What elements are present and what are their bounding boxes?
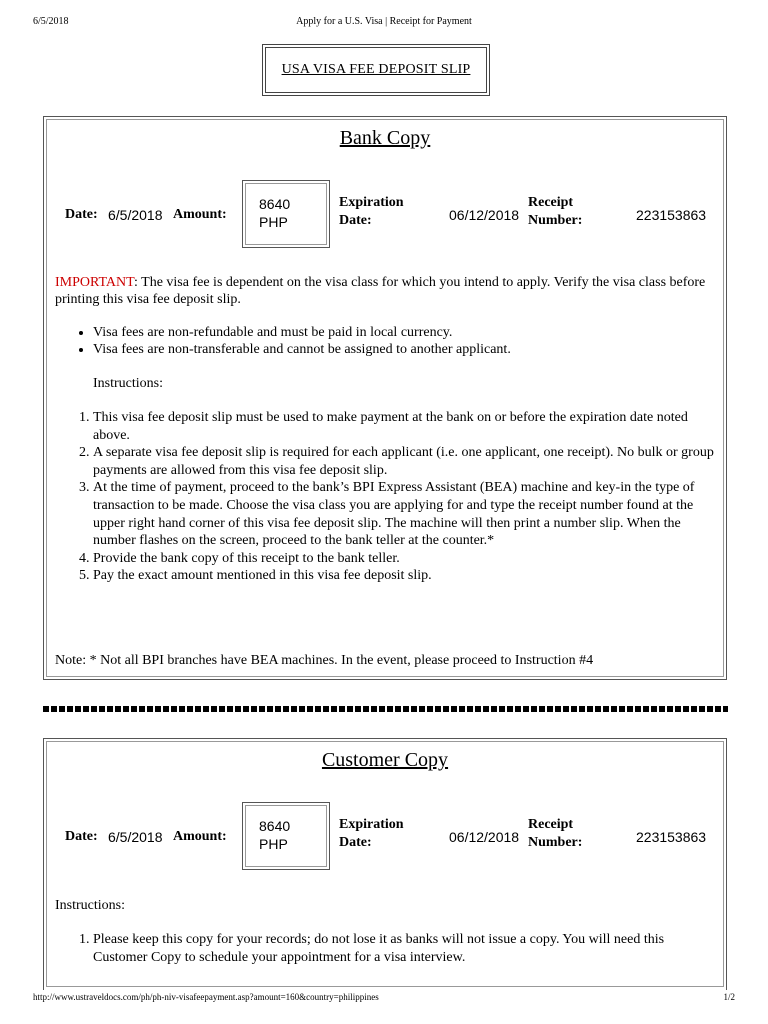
- list-item: 3. At the time of payment, proceed to the bank’s BPI Express Assistant (BEA) machine and key-in the type of transaction to be made. Choose the visa class you are applying for and type the receipt number found at the upper right hand corner of this visa fee deposit slip. The machine will then print a number slip. When the number flashes on the screen, proceed to the bank teller at the counter.*: [93, 479, 718, 549]
- list-item: • Visa fees are non-transferable and cannot be assigned to another applicant.: [93, 341, 712, 358]
- bank-copy-title: Bank Copy: [339, 127, 431, 149]
- slip-title-box: [262, 44, 490, 96]
- important-text: : The visa fee is dependent on the visa class for which you intend to apply. Verify the visa class before printing this visa fee deposit slip.: [55, 275, 706, 307]
- list-item: 1. Please keep this copy for your records; do not lose it as banks will not issue a copy. You will need this Customer Copy to schedule your appointment for a visa interview.: [93, 931, 718, 966]
- date-label: Date:: [65, 829, 98, 844]
- list-item: • Visa fees are non-refundable and must be paid in local currency.: [93, 324, 712, 341]
- customer-copy-section: [43, 738, 727, 990]
- receipt-label-line1: Receipt: [528, 195, 574, 210]
- receipt-label-line2: Number:: [528, 213, 583, 228]
- expiration-label-line2: Date:: [339, 835, 372, 850]
- list-item: 2. A separate visa fee deposit slip is required for each applicant (i.e. one applicant, one receipt). No bulk or group payments are allowed from this visa fee deposit slip.: [93, 444, 718, 479]
- amount-box: [242, 802, 330, 870]
- receipt-label-line2: Number:: [528, 835, 583, 850]
- expiration-label-line2: Date:: [339, 213, 372, 228]
- print-header: [33, 16, 735, 30]
- amount-value: 8640: [259, 196, 291, 212]
- date-value: 6/5/2018: [108, 829, 163, 845]
- bea-note: Note: * Not all BPI branches have BEA machines. In the event, please proceed to Instruction #4: [55, 653, 594, 668]
- instructions-list: [55, 931, 718, 966]
- print-footer: [33, 992, 735, 1006]
- page-number: 1/2: [723, 992, 735, 1002]
- amount-label: Amount:: [173, 829, 227, 844]
- receipt-label-line1: Receipt: [528, 817, 574, 832]
- cut-line-separator: [43, 706, 728, 712]
- amount-currency: PHP: [259, 214, 288, 230]
- customer-copy-info-row: [44, 802, 726, 872]
- date-label: Date:: [65, 207, 98, 222]
- amount-box: [242, 180, 330, 248]
- receipt-number-value: 223153863: [636, 829, 707, 845]
- fee-bullets: [55, 324, 712, 358]
- expiration-value: 06/12/2018: [449, 207, 520, 223]
- customer-copy-title: Customer Copy: [321, 749, 449, 771]
- bank-copy-section: [43, 116, 727, 680]
- print-date: 6/5/2018: [33, 16, 69, 27]
- instructions-list: [55, 409, 718, 585]
- expiration-value: 06/12/2018: [449, 829, 520, 845]
- instructions-label: Instructions:: [55, 898, 125, 913]
- expiration-label-line1: Expiration: [339, 195, 404, 210]
- amount-value: 8640: [259, 818, 291, 834]
- print-page-title: Apply for a U.S. Visa | Receipt for Payment: [296, 16, 472, 27]
- print-url: http://www.ustraveldocs.com/ph/ph-niv-visafeepayment.asp?amount=160&country=philippines: [33, 992, 379, 1002]
- instructions-label: Instructions:: [93, 376, 163, 391]
- list-item: 5. Pay the exact amount mentioned in this visa fee deposit slip.: [93, 567, 718, 585]
- receipt-number-value: 223153863: [636, 207, 707, 223]
- expiration-label-line1: Expiration: [339, 817, 404, 832]
- bank-copy-info-row: [44, 180, 726, 250]
- amount-currency: PHP: [259, 836, 288, 852]
- amount-label: Amount:: [173, 207, 227, 222]
- date-value: 6/5/2018: [108, 207, 163, 223]
- list-item: 1. This visa fee deposit slip must be used to make payment at the bank on or before the expiration date noted above.: [93, 409, 718, 444]
- list-item: 4. Provide the bank copy of this receipt to the bank teller.: [93, 550, 718, 568]
- slip-title: USA VISA FEE DEPOSIT SLIP: [265, 47, 487, 93]
- important-notice: [55, 274, 712, 308]
- important-label: IMPORTANT: [55, 275, 135, 290]
